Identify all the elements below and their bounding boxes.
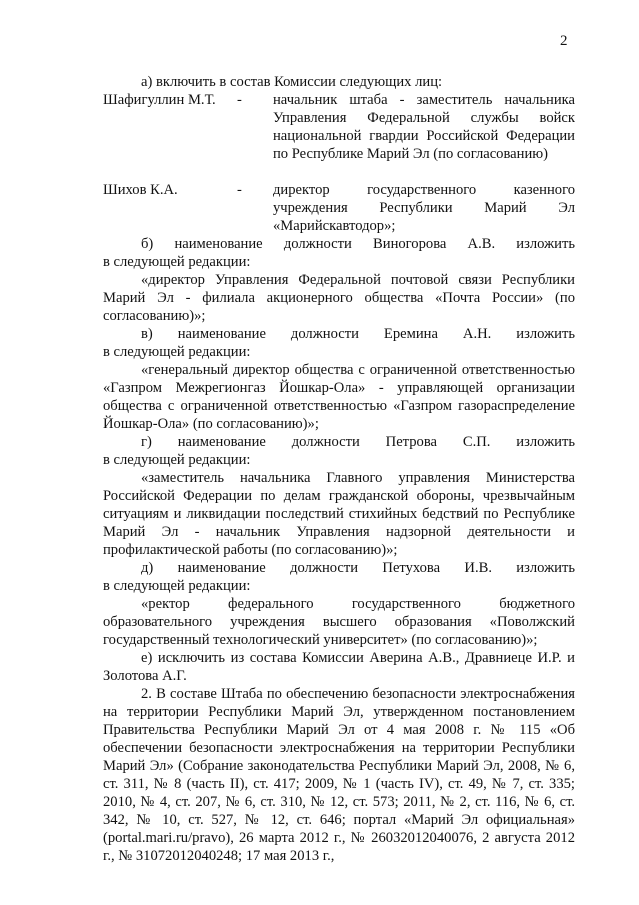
paragraph-amend-vinogorov: б) наименование должности Виногорова А.В. изложить [141, 236, 575, 252]
member-entry [103, 181, 575, 235]
paragraph-exclude-members: е) исключить из состава Комиссии Аверина А.В., Дравниеце И.Р. и Золотова А.Г. [103, 650, 575, 684]
paragraph-petrov-position: «заместитель начальника Главного управления Министерства Российской Федерации по делам гражданской обороны, чрезвычайным ситуациям и ликвидации последствий стихийных бедствий по Республике Марий Эл - начальник Управления надзорной деятельности и профилактической работы (по согласованию)»; [103, 470, 575, 558]
paragraph-petukhov-position: «ректор федерального государственного бюджетного образовательного учреждения высшего образования «Поволжский государственный технологический университет» (по согласованию)»; [103, 596, 575, 648]
spacer [103, 163, 575, 181]
paragraph-amend-eremin-cont: в следующей редакции: [103, 344, 251, 360]
paragraph-include-members: а) включить в состав Комиссии следующих лиц: [141, 74, 443, 90]
paragraph-amend-petukhov-cont: в следующей редакции: [103, 578, 251, 594]
paragraph-amend-vinogorov-cont: в следующей редакции: [103, 254, 251, 270]
member-dash: - [237, 92, 242, 108]
paragraph-vinogorov-position: «директор Управления Федеральной почтовой связи Республики Марий Эл - филиала акционерного общества «Почта России» (по согласованию)»; [103, 272, 575, 324]
paragraph-section-2: 2. В составе Штаба по обеспечению безопасности электроснабжения на территории Республики Марий Эл, утвержденном постановлением Правительства Республики Марий Эл от 4 мая 2008 г. № 115 «Об обеспечении безопасности электроснабжения на территории Республики Марий Эл» (Собрание законодательства Республики Марий Эл, 2008, № 6, ст. 311, № 8 (часть II), ст. 417; 2009, № 1 (часть IV), ст. 49, № 7, ст. 335; 2010, № 4, ст. 207, № 6, ст. 310, № 12, ст. 573; 2011, № 2, ст. 116, № 6, ст. 342, № 10, ст. 527, № 12, ст. 646; портал «Марий Эл официальная» (portal.mari.ru/pravo), 26 марта 2012 г., № 26032012040076, 2 августа 2012 г., № 31072012040248; 17 мая 2013 г., [103, 686, 575, 864]
paragraph-amend-petukhov: д) наименование должности Петухова И.В. изложить [141, 560, 575, 576]
member-position: начальник штаба - заместитель начальника Управления Федеральной службы войск национальной гвардии Российской Федерации по Республике Марий Эл (по согласованию) [273, 92, 575, 162]
paragraph-eremin-position: «генеральный директор общества с ограниченной ответственностью «Газпром Межрегионгаз Йошкар-Ола» - управляющей организации общества с ограниченной ответственностью «Газпром газораспределение Йошкар-Ола» (по согласованию)»; [103, 362, 575, 432]
member-name: Шафигуллин М.Т. [103, 92, 216, 108]
paragraph-amend-petrov-cont: в следующей редакции: [103, 452, 251, 468]
member-dash: - [237, 182, 242, 198]
paragraph-amend-eremin: в) наименование должности Еремина А.Н. изложить [141, 326, 575, 342]
page-number: 2 [560, 33, 568, 49]
member-position: директор государственного казенного учреждения Республики Марий Эл «Марийскавтодор»; [273, 182, 575, 234]
document-body [103, 73, 575, 865]
member-entry [103, 91, 575, 163]
member-name: Шихов К.А. [103, 182, 178, 198]
paragraph-amend-petrov: г) наименование должности Петрова С.П. изложить [141, 434, 575, 450]
